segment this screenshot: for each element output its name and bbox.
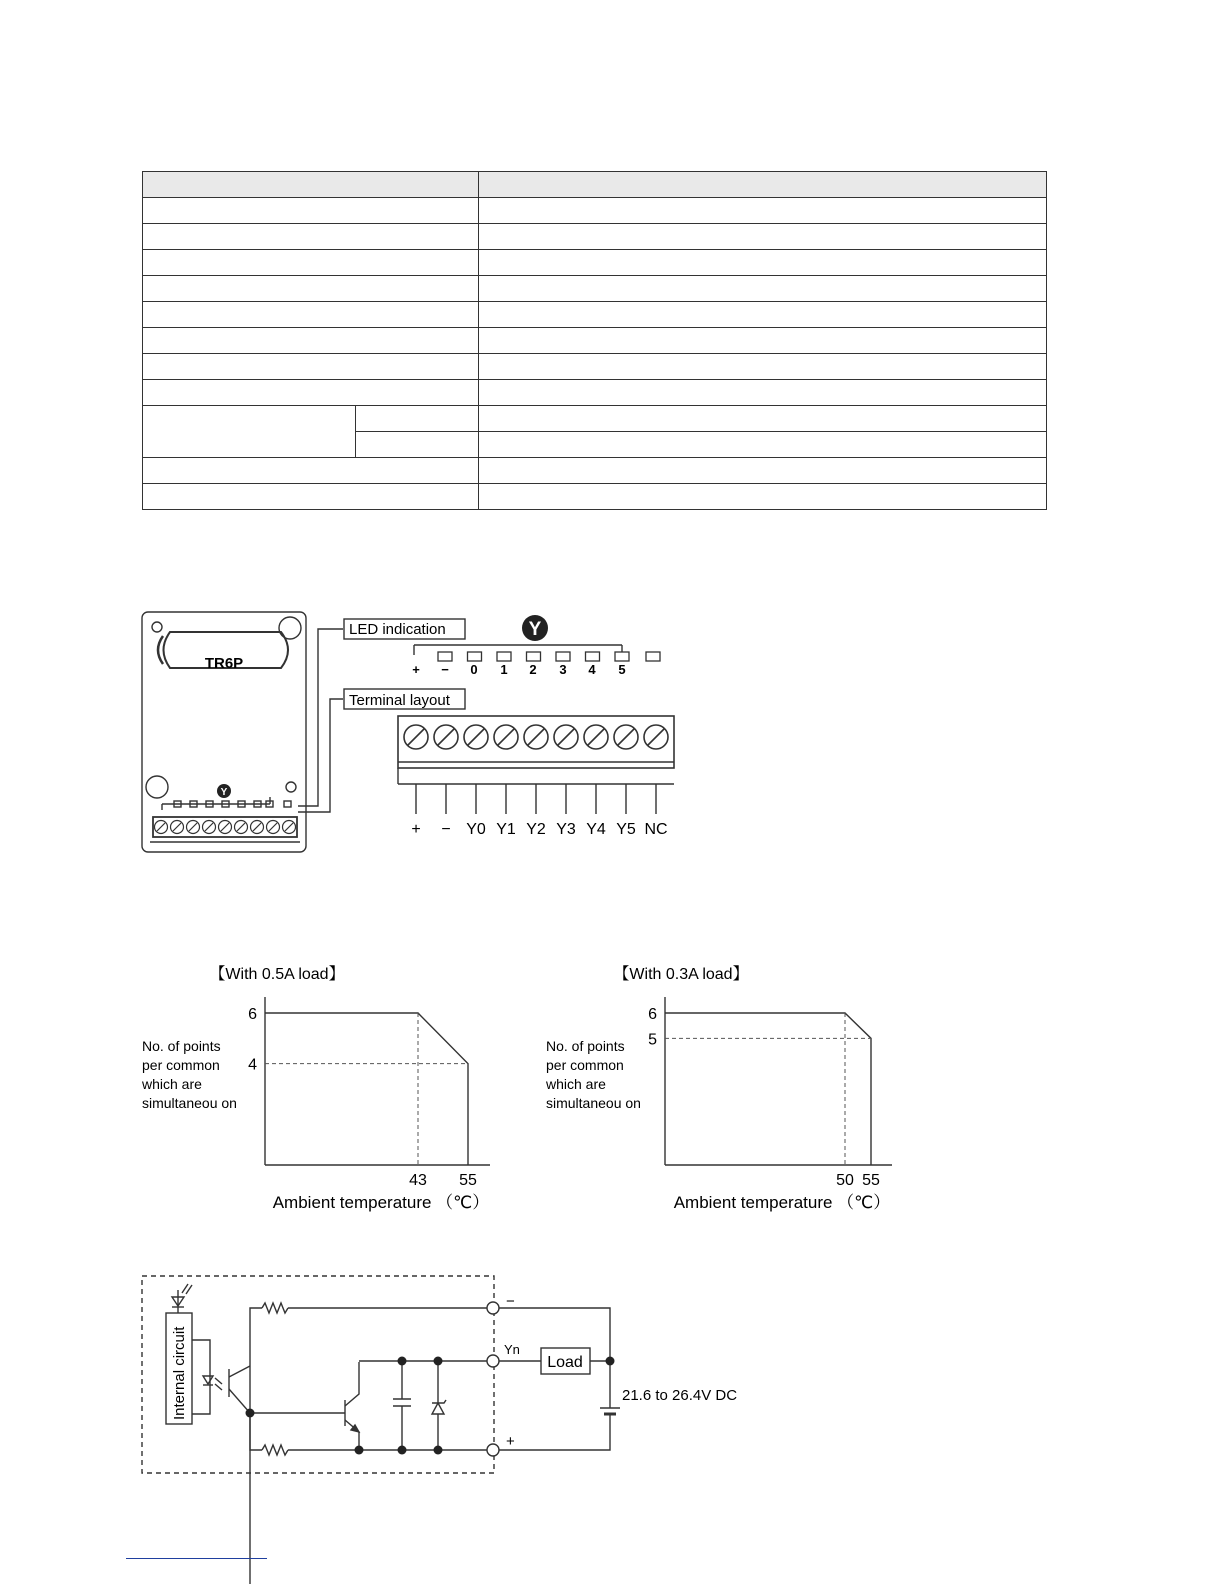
y-axis-label-line: simultaneou on	[546, 1095, 641, 1111]
led-label: −	[441, 662, 449, 677]
terminal-label: Y3	[556, 821, 576, 838]
plus-label: +	[506, 1433, 515, 1450]
y-axis-label-line: No. of points	[142, 1038, 221, 1054]
terminal-label: +	[411, 821, 421, 838]
y-badge-letter: Y	[528, 619, 542, 640]
supply-voltage-label: 21.6 to 26.4V DC	[622, 1387, 738, 1404]
terminal-label: Y4	[586, 821, 606, 838]
module-model: TR6P	[204, 655, 244, 672]
terminal-label: Y2	[526, 821, 546, 838]
x-axis-label: Ambient temperature （℃）	[272, 1193, 490, 1212]
terminal-label: NC	[644, 821, 668, 838]
led-label: 1	[500, 662, 508, 677]
terminal-layout-label: Terminal layout	[349, 692, 450, 709]
yn-label: Yn	[504, 1342, 520, 1357]
led-indication-label: LED indication	[349, 621, 446, 638]
y-tick-label: 5	[648, 1031, 657, 1049]
terminal-label: Y5	[616, 821, 636, 838]
led-label: 0	[470, 662, 478, 677]
load-label: Load	[547, 1354, 583, 1371]
led-label: 5	[618, 662, 626, 677]
led-label: 4	[588, 662, 596, 677]
terminal-yn	[487, 1355, 499, 1367]
y-tick-label: 6	[248, 1006, 257, 1023]
chart-title: 【With 0.5A load】	[209, 966, 345, 983]
led-label: +	[412, 662, 420, 677]
x-tick-label: 55	[862, 1172, 880, 1189]
terminal-label: Y0	[466, 821, 486, 838]
y-tick-label: 6	[648, 1006, 657, 1023]
x-axis-label: Ambient temperature （℃）	[673, 1193, 891, 1212]
y-axis-label-line: simultaneou on	[142, 1095, 237, 1111]
x-tick-label: 55	[459, 1172, 477, 1189]
terminal-plus	[487, 1444, 499, 1456]
y-tick-label: 4	[248, 1056, 257, 1074]
y-axis-label-line: which are	[546, 1076, 606, 1092]
internal-circuit-label: Internal circuit	[171, 1326, 188, 1420]
y-axis-label-line: which are	[142, 1076, 202, 1092]
y-axis-label-line: per common	[142, 1057, 220, 1073]
small-y-badge-letter: Y	[220, 787, 228, 798]
chart-title: 【With 0.3A load】	[613, 966, 749, 983]
internal-boundary	[142, 1276, 494, 1473]
led-label: 3	[559, 662, 567, 677]
y-axis-label-line: per common	[546, 1057, 624, 1073]
x-tick-label: 50	[836, 1172, 854, 1189]
y-axis-label-line: No. of points	[546, 1038, 625, 1054]
led-label: 2	[529, 662, 537, 677]
x-tick-label: 43	[409, 1172, 427, 1189]
footnote-rule	[126, 1558, 267, 1559]
terminal-minus	[487, 1302, 499, 1314]
minus-label: −	[506, 1293, 515, 1310]
terminal-label: Y1	[496, 821, 516, 838]
terminal-label: −	[441, 821, 451, 838]
